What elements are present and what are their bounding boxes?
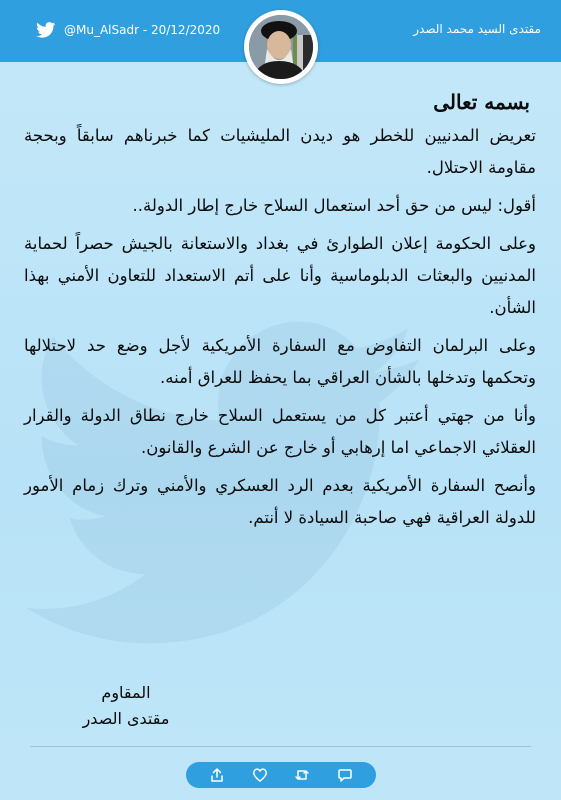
post-paragraph-2: أقول: ليس من حق أحد استعمال السلاح خارج إطار الدولة.. bbox=[132, 196, 536, 215]
divider bbox=[30, 746, 531, 747]
like-button[interactable] bbox=[252, 767, 268, 783]
tweet-body bbox=[24, 88, 536, 540]
share-button[interactable] bbox=[209, 767, 225, 783]
post-paragraph-4: وعلى البرلمان التفاوض مع السفارة الأمريكية لأجل وضع حد لاحتلالها وتحكمها وتدخلها بالشأن العراقي بما يحفظ للعراق أمنه. bbox=[24, 336, 536, 387]
tweet-action-bar bbox=[186, 762, 376, 788]
reply-icon bbox=[337, 767, 353, 783]
reply-button[interactable] bbox=[337, 767, 353, 783]
avatar[interactable] bbox=[249, 15, 313, 79]
author-name[interactable]: مقتدى السيد محمد الصدر bbox=[413, 22, 541, 36]
retweet-icon bbox=[294, 767, 310, 783]
share-icon bbox=[209, 767, 225, 783]
signature-title: المقاوم bbox=[101, 683, 151, 702]
post-paragraph-5: وأنا من جهتي أعتبر كل من يستعمل السلاح خارج نطاق الدولة والقرار العقلائي الاجماعي اما إرهابي أو خارج عن الشرع والقانون. bbox=[24, 406, 536, 457]
tweet-meta bbox=[36, 22, 220, 38]
greeting-heading: بسمه تعالى bbox=[433, 90, 530, 114]
heart-icon bbox=[252, 767, 268, 783]
twitter-bird-icon bbox=[36, 22, 56, 38]
post-paragraph-1: تعريض المدنيين للخطر هو ديدن المليشيات كما خبرناهم سابقاً وبحجة مقاومة الاحتلال. bbox=[24, 126, 536, 177]
handle-and-date[interactable]: @Mu_AlSadr - 20/12/2020 bbox=[64, 23, 221, 37]
avatar-frame[interactable] bbox=[244, 10, 318, 84]
avatar-portrait bbox=[249, 15, 313, 79]
post-paragraph-3: وعلى الحكومة إعلان الطوارئ في بغداد والاستعانة بالجيش حصراً لحماية المدنيين والبعثات الدبلوماسية وأنا على أتم الاستعداد للتعاون الأمني بهذا الشأن. bbox=[24, 234, 536, 317]
signature-name: مقتدى الصدر bbox=[82, 709, 170, 728]
signature-block bbox=[61, 680, 191, 732]
post-paragraph-6: وأنصح السفارة الأمريكية بعدم الرد العسكري والأمني وترك زمام الأمور للدولة العراقية فهي صاحبة السيادة لا أنتم. bbox=[24, 476, 536, 527]
retweet-button[interactable] bbox=[294, 767, 310, 783]
